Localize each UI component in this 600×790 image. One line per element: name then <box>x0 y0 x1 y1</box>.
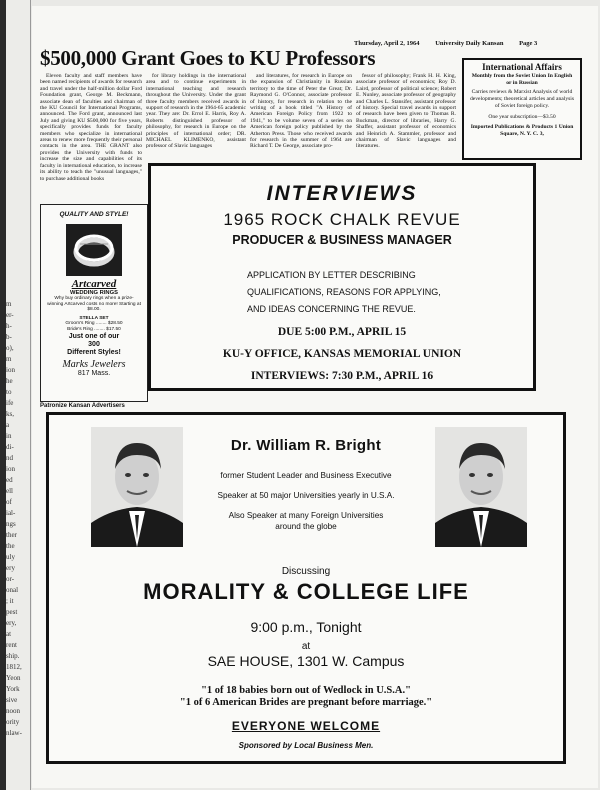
edge-fragment: ery, <box>6 619 17 627</box>
edge-fragment: o), <box>6 344 14 352</box>
edge-fragment: nlaw- <box>6 729 22 737</box>
patronize-note: Patronize Kansan Advertisers <box>40 403 125 409</box>
article-column-2: for library holdings in the international area and to continue experiments in international teaching and research throughout the University. Under the grant three faculty members received awards in support of research in the 1964-65 academic year. They are: Dr. Errol E. Harris, Roy A. Roberts distinguished professor of philosophy, for research in Europe on the principles of international order; DR. MICHAEL KLIMENKO, assistant professor of Slavic languages <box>146 73 246 150</box>
edge-fragment: pest <box>6 608 18 616</box>
revue-interview-time: INTERVIEWS: 7:30 P.M., APRIL 16 <box>250 370 434 382</box>
lecture-location: SAE HOUSE, 1301 W. Campus <box>207 653 405 669</box>
wedding-ring-icon <box>71 230 117 270</box>
set-name: STELLA SET <box>79 315 109 321</box>
style-count: 300 <box>88 340 100 348</box>
different-styles: Different Styles! <box>67 348 121 356</box>
artcarved-brand: Artcarved <box>71 278 117 290</box>
quote-1: "1 of 18 babies born out of Wedlock in U.S.A." <box>201 685 411 696</box>
revue-role: PRODUCER & BUSINESS MANAGER <box>232 233 452 247</box>
edge-fragment: ship. <box>6 652 20 660</box>
edge-fragment: ; it <box>6 597 14 605</box>
quote-2: "1 of 6 American Brides are pregnant before marriage." <box>179 697 433 708</box>
revue-instructions: APPLICATION BY LETTER DESCRIBING QUALIFICATIONS, REASONS FOR APPLYING, AND IDEAS CONCERNING THE REVUE. <box>247 270 441 314</box>
edge-fragment: b- <box>6 333 12 341</box>
edge-fragment: ife <box>6 399 14 407</box>
interviews-heading: INTERVIEWS <box>266 182 418 205</box>
ia-title: International Affairs <box>482 62 562 72</box>
edge-fragment: uly <box>6 553 15 561</box>
jeweler-address: 817 Mass. <box>77 369 111 377</box>
edge-fragment: ell <box>6 487 13 495</box>
header-date: Thursday, April 2, 1964 <box>354 40 420 47</box>
adjacent-page-edge <box>0 0 31 790</box>
article-column-1: Eleven faculty and staff members have been named recipients of awards for research and travel under the half-million dollar Ford Foundation grant, George M. Beckmann, associate dean of faculties and chairman of the KU Council for International Programs, announced. The Ford grant, announced last July and giving KU $500,000 for five years, specifically provides funds for faculty members who specialize in international areas to renew more frequently their personal contacts in the area. THE GRANT also provides the University with funds to increase the size and capabilities of its faculty in international education, to increase its ability to teach the "unusual languages," to purchase additional books <box>40 73 142 182</box>
discussing-label: Discussing <box>281 566 331 577</box>
edge-fragment: or- <box>6 575 15 583</box>
lecture-title: MORALITY & COLLEGE LIFE <box>143 579 469 604</box>
page-header <box>354 40 551 47</box>
edge-fragment: m <box>6 300 12 308</box>
edge-fragment: to <box>6 388 12 396</box>
ia-subtitle: Monthly from the Soviet Union In English or in Russian <box>471 73 573 86</box>
marks-jewelers-ad <box>40 204 148 402</box>
edge-fragment: h- <box>6 322 12 330</box>
at-label: at <box>301 641 311 652</box>
speaker-name: Dr. William R. Bright <box>230 437 382 454</box>
edge-fragment: di- <box>6 443 14 451</box>
edge-fragment: sive <box>6 696 18 704</box>
edge-fragment: York <box>6 685 20 693</box>
article-column-3: and literatures, for research in Europe on the expansion of Christianity in Russian territory to the time of Peter the Great; Dr. Raymond G. O'Connor, associate professor of history, for research in relation to the writing of a book titled "A History of American Foreign Policy from 1922 to 1941," to be volume seven of a series on American foreign policy published by the Atherton Press. Those who received awards for research in the summer of 1964 are Richard T. De George, associate pro- <box>250 73 352 150</box>
international-affairs-ad <box>462 58 582 160</box>
revue-event: 1965 ROCK CHALK REVUE <box>223 210 461 229</box>
edge-fragment: ngs <box>6 520 16 528</box>
groom-ring-price: Groom's Ring ........ $28.50 <box>65 321 123 327</box>
edge-fragment: in <box>6 432 12 440</box>
newspaper-page <box>32 6 598 788</box>
edge-fragment: ery <box>6 564 15 572</box>
edge-fragment: Yeon <box>6 674 21 682</box>
edge-fragment: at <box>6 630 12 638</box>
header-paper: University Daily Kansan <box>435 40 504 47</box>
jeweler-name: Marks Jewelers <box>62 358 126 370</box>
lecture-time: 9:00 p.m., Tonight <box>250 619 362 635</box>
speaker-bio-3: Also Speaker at many Foreign Universities <box>228 511 384 520</box>
speaker-bio-1: former Student Leader and Business Executive <box>220 471 392 480</box>
edge-fragment: nd <box>6 454 13 462</box>
edge-fragment: 1812, <box>6 663 22 671</box>
speaker-bio-4: around the globe <box>275 522 337 531</box>
ia-copy: Carries reviews & Marxist Analysis of world developments; theoretical articles and analysis of Soviet foreign policy. <box>469 89 575 109</box>
edge-fragment: m <box>6 355 12 363</box>
headline: $500,000 Grant Goes to KU Professors <box>40 46 376 70</box>
just-one: Just one of our <box>68 332 120 340</box>
revue-due-date: DUE 5:00 P.M., APRIL 15 <box>277 326 407 338</box>
edge-fragment: ed <box>6 476 13 484</box>
edge-fragment: onal <box>6 586 19 594</box>
ia-address: Imported Publications & Products 1 Union Square, N. Y. C. 3, <box>470 124 574 137</box>
quality-tagline: QUALITY AND STYLE! <box>59 211 129 218</box>
edge-fragment: ks, <box>6 410 14 418</box>
ring-photo <box>66 224 122 276</box>
rock-chalk-revue-ad <box>148 163 536 391</box>
wedding-rings-label: WEDDING RINGS <box>70 290 118 296</box>
edge-fragment: of <box>6 498 12 506</box>
edge-fragment: the <box>6 542 15 550</box>
edge-fragment: er- <box>6 311 14 319</box>
edge-fragment: ther <box>6 531 17 539</box>
edge-fragment: a <box>6 421 10 429</box>
bright-lecture-ad <box>46 412 566 764</box>
bride-ring-price: Bride's Ring ........ $17.50 <box>67 326 121 332</box>
revue-office: KU-Y OFFICE, KANSAS MEMORIAL UNION <box>222 348 462 360</box>
speaker-bio-2: Speaker at 50 major Universities yearly in U.S.A. <box>217 491 395 500</box>
edge-fragment: rent <box>6 641 17 649</box>
edge-fragment: ion <box>6 366 15 374</box>
edge-fragment: noon <box>6 707 20 715</box>
edge-fragment: ial- <box>6 509 16 517</box>
edge-fragment: ority <box>6 718 20 726</box>
sponsor-line: Sponsored by Local Business Men. <box>238 741 374 750</box>
article-column-4: fessor of philosophy; Frank H. H. King, associate professor of economics; Roy D. Laird, professor of political science; Robert E. Nunley, associate professor of geography and Charles L. Stansifer, assistant professor of history. Special travel awards in support of research have been given to Thomas R. Buckman, director of libraries, Harry G. Shaffer, assistant professor of economics and Heinrich A. Stammler, professor and chairman of Slavic languages and literatures. <box>356 73 456 150</box>
header-page: Page 3 <box>519 40 538 47</box>
ring-pitch: Why buy ordinary rings when a prize-winning Artcarved costs no more! Starting at $8.00. <box>47 296 141 313</box>
edge-fragment: he <box>6 377 13 385</box>
ia-offer: One year subscription—$3.50 <box>488 114 556 120</box>
edge-fragment: ion <box>6 465 15 473</box>
everyone-welcome: EVERYONE WELCOME <box>231 719 381 733</box>
